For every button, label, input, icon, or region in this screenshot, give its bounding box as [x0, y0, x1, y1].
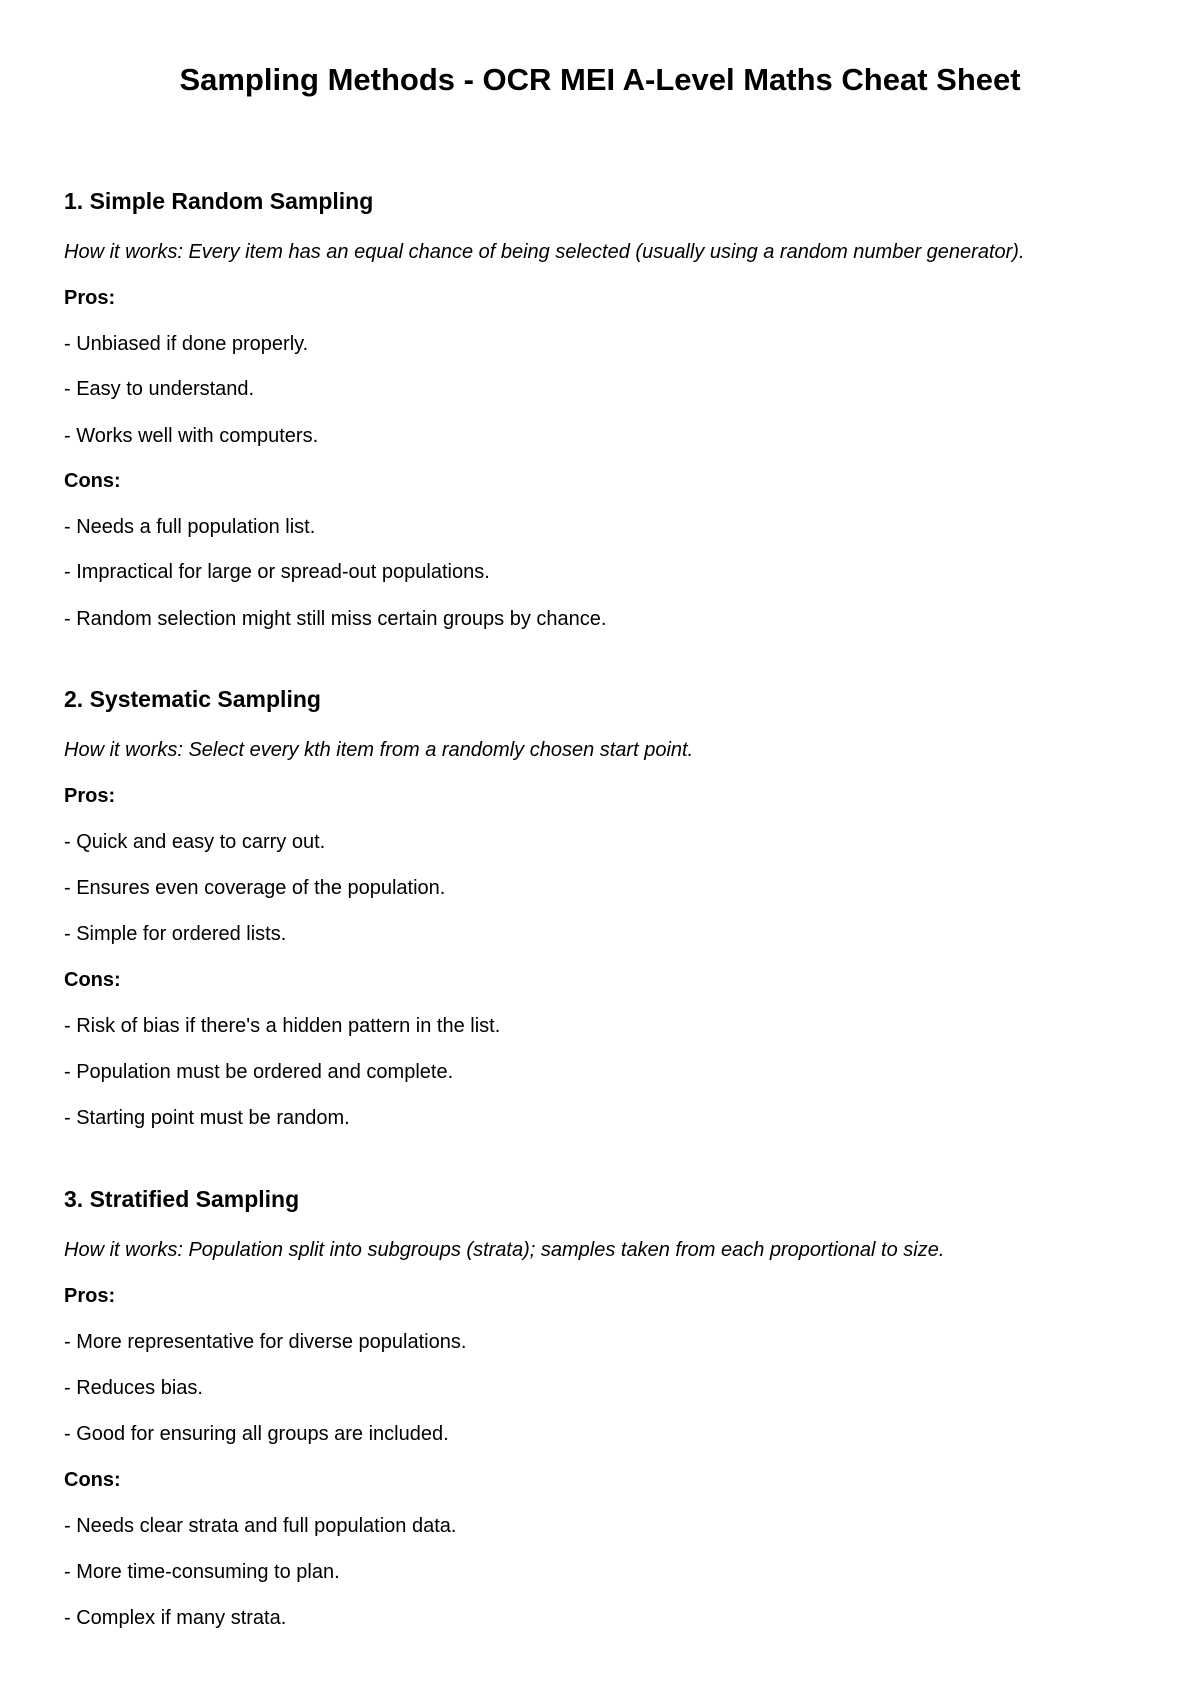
cons-label: Cons:: [64, 1469, 121, 1491]
pro-item: - Unbiased if done properly.: [64, 333, 309, 355]
con-item: - More time-consuming to plan.: [64, 1561, 340, 1583]
pro-item: - Ensures even coverage of the population.: [64, 877, 446, 899]
pro-item: - Easy to understand.: [64, 378, 255, 400]
section-description: How it works: Every item has an equal chance of being selected (usually using a random number generator).: [64, 241, 1025, 263]
pros-label: Pros:: [64, 785, 116, 807]
pro-item: - Simple for ordered lists.: [64, 923, 287, 945]
con-item: - Risk of bias if there's a hidden pattern in the list.: [64, 1015, 501, 1037]
cons-label: Cons:: [64, 470, 121, 492]
pro-item: - More representative for diverse populations.: [64, 1331, 467, 1353]
con-item: - Random selection might still miss certain groups by chance.: [64, 608, 607, 630]
con-item: - Starting point must be random.: [64, 1107, 350, 1129]
section-heading: 1. Simple Random Sampling: [64, 188, 374, 214]
pros-label: Pros:: [64, 1285, 116, 1307]
section-heading: 3. Stratified Sampling: [64, 1186, 300, 1212]
con-item: - Needs a full population list.: [64, 516, 316, 538]
pros-label: Pros:: [64, 287, 116, 309]
con-item: - Population must be ordered and complete.: [64, 1061, 454, 1083]
con-item: - Complex if many strata.: [64, 1607, 287, 1629]
con-item: - Impractical for large or spread-out populations.: [64, 561, 490, 583]
con-item: - Needs clear strata and full population data.: [64, 1515, 457, 1537]
section-description: How it works: Select every kth item from a randomly chosen start point.: [64, 739, 694, 761]
pro-item: - Works well with computers.: [64, 425, 319, 447]
pro-item: - Reduces bias.: [64, 1377, 203, 1399]
page-title: Sampling Methods - OCR MEI A-Level Maths Cheat Sheet: [179, 62, 1021, 97]
cons-label: Cons:: [64, 969, 121, 991]
pro-item: - Quick and easy to carry out.: [64, 831, 326, 853]
section-description: How it works: Population split into subgroups (strata); samples taken from each proportional to size.: [64, 1239, 945, 1261]
section-heading: 2. Systematic Sampling: [64, 686, 321, 712]
pro-item: - Good for ensuring all groups are included.: [64, 1423, 449, 1445]
